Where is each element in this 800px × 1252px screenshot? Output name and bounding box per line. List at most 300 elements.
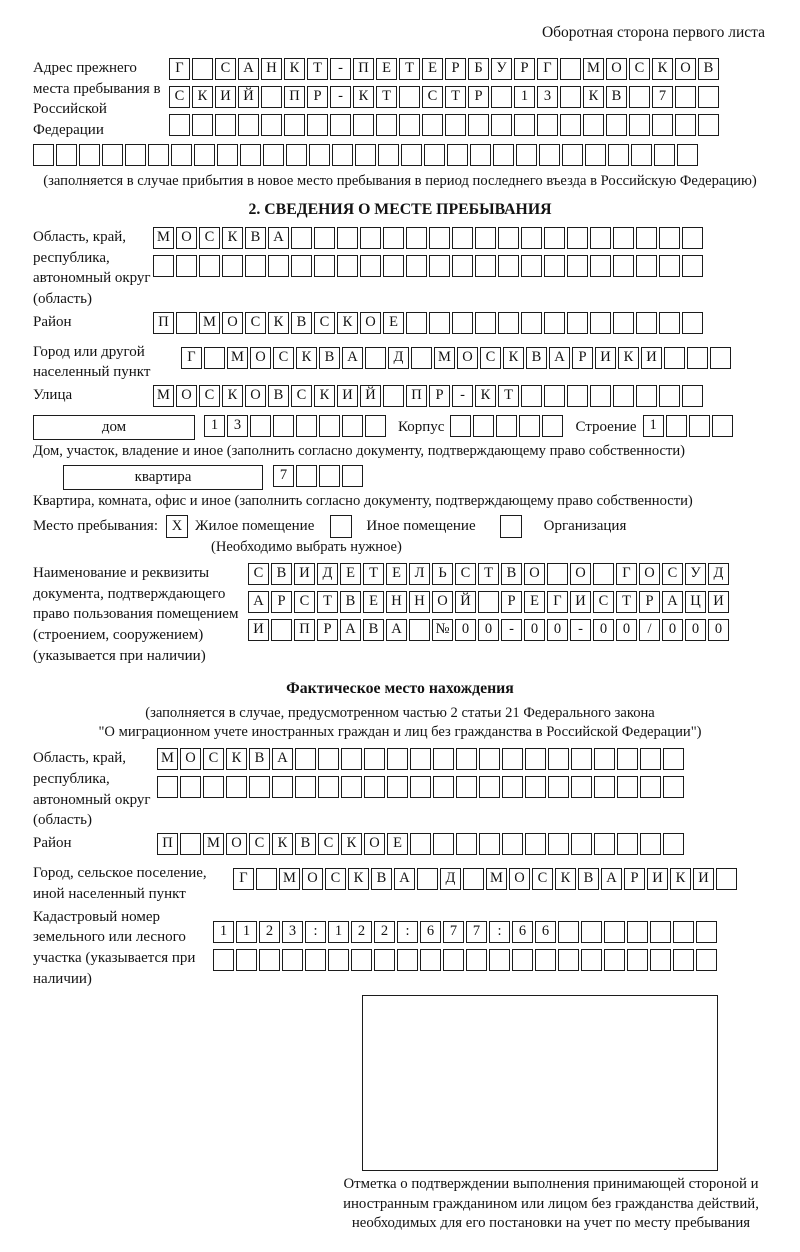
form-cell [330, 114, 351, 136]
form-cell: Е [383, 312, 404, 334]
form-cell: Т [616, 591, 637, 613]
stay-type-checkbox-other [330, 515, 352, 538]
form-cell [659, 385, 680, 407]
form-cell [238, 114, 259, 136]
form-cell: О [570, 563, 591, 585]
form-cell: В [371, 868, 392, 890]
form-cell: С [318, 833, 339, 855]
form-cell [295, 776, 316, 798]
form-cell [696, 921, 717, 943]
form-cell [496, 415, 517, 437]
form-cell [261, 86, 282, 108]
stroenie-cells [643, 415, 735, 440]
form-cell [640, 776, 661, 798]
form-cell: 0 [662, 619, 683, 641]
form-cell [516, 144, 537, 166]
form-cell: 3 [227, 415, 248, 437]
form-cell [411, 347, 432, 369]
form-cell [479, 748, 500, 770]
form-cell: К [555, 868, 576, 890]
city-label: Город или другой населенный пункт [33, 343, 151, 381]
actual-city-row [233, 868, 739, 892]
form-cell [319, 465, 340, 487]
form-cell: О [639, 563, 660, 585]
form-cell [353, 114, 374, 136]
form-cell [475, 312, 496, 334]
form-cell: О [245, 385, 266, 407]
form-cell: М [199, 312, 220, 334]
form-cell: С [169, 86, 190, 108]
prev-address-row-1 [169, 58, 721, 82]
form-cell [295, 748, 316, 770]
form-cell: К [353, 86, 374, 108]
form-cell: К [272, 833, 293, 855]
form-cell [286, 144, 307, 166]
form-cell: 0 [685, 619, 706, 641]
form-cell [502, 833, 523, 855]
form-cell: О [180, 748, 201, 770]
region-row-2 [153, 255, 705, 279]
form-cell: А [248, 591, 269, 613]
form-cell [567, 227, 588, 249]
form-cell [378, 144, 399, 166]
form-cell [424, 144, 445, 166]
form-cell [548, 748, 569, 770]
form-cell [698, 86, 719, 108]
form-cell: О [360, 312, 381, 334]
form-cell [364, 748, 385, 770]
form-cell [296, 415, 317, 437]
form-cell [157, 776, 178, 798]
form-cell: 1 [514, 86, 535, 108]
form-cell: К [296, 347, 317, 369]
form-cell [567, 255, 588, 277]
form-cell: 1 [204, 415, 225, 437]
form-cell: О [250, 347, 271, 369]
form-cell: В [606, 86, 627, 108]
form-cell [613, 255, 634, 277]
form-cell: / [639, 619, 660, 641]
document-block [33, 563, 767, 666]
form-cell: 7 [466, 921, 487, 943]
form-cell [443, 949, 464, 971]
form-cell: Р [429, 385, 450, 407]
form-cell [406, 227, 427, 249]
form-cell: П [353, 58, 374, 80]
form-cell: 0 [708, 619, 729, 641]
form-cell [636, 312, 657, 334]
form-cell [56, 144, 77, 166]
form-cell [406, 312, 427, 334]
form-cell: К [226, 748, 247, 770]
form-cell: Е [387, 833, 408, 855]
form-cell: У [685, 563, 706, 585]
actual-region-row-2 [157, 776, 686, 800]
form-cell: Р [501, 591, 522, 613]
form-cell [337, 255, 358, 277]
form-cell: И [708, 591, 729, 613]
form-cell [192, 114, 213, 136]
form-cell [608, 144, 629, 166]
form-cell [429, 312, 450, 334]
region-block [33, 227, 767, 310]
form-cell [491, 86, 512, 108]
form-cell [318, 776, 339, 798]
stay-type-option-other-label: Иное помещение [366, 518, 476, 535]
form-cell: Д [388, 347, 409, 369]
form-cell [650, 921, 671, 943]
form-cell [716, 868, 737, 890]
form-cell: С [248, 563, 269, 585]
form-cell: К [583, 86, 604, 108]
form-cell: Д [440, 868, 461, 890]
form-cell [687, 347, 708, 369]
form-cell [613, 385, 634, 407]
form-cell: К [618, 347, 639, 369]
actual-district-row [157, 833, 686, 857]
form-cell: И [215, 86, 236, 108]
form-cell: С [294, 591, 315, 613]
form-cell [521, 255, 542, 277]
form-cell [571, 776, 592, 798]
form-cell: 0 [524, 619, 545, 641]
form-cell [682, 312, 703, 334]
form-cell: К [503, 347, 524, 369]
form-cell [383, 255, 404, 277]
apartment-type-box: квартира [63, 465, 263, 490]
form-cell: К [670, 868, 691, 890]
form-cell: Е [340, 563, 361, 585]
form-cell: В [578, 868, 599, 890]
form-cell [79, 144, 100, 166]
city-row [181, 347, 733, 371]
form-cell [525, 748, 546, 770]
prev-address-row-3 [169, 114, 721, 138]
form-cell: С [273, 347, 294, 369]
prev-address-label: Адрес прежнего места пребывания в Российской Федерации [33, 60, 161, 139]
form-cell [710, 347, 731, 369]
form-cell: Т [478, 563, 499, 585]
form-cell [640, 748, 661, 770]
form-cell [521, 385, 542, 407]
form-cell [452, 255, 473, 277]
form-cell: А [340, 619, 361, 641]
form-cell: П [284, 86, 305, 108]
form-cell [410, 833, 431, 855]
form-cell: М [203, 833, 224, 855]
form-cell [433, 776, 454, 798]
form-cell [374, 949, 395, 971]
form-cell: Н [261, 58, 282, 80]
form-cell: С [662, 563, 683, 585]
form-cell [422, 114, 443, 136]
actual-location-title: Фактическое место нахождения [286, 680, 514, 698]
form-cell: 1 [328, 921, 349, 943]
form-cell: Р [317, 619, 338, 641]
form-cell [593, 563, 614, 585]
prev-address-note: (заполняется в случае прибытия в новое место пребывания в период последнего въезда в Российскую Федерацию) [43, 173, 757, 189]
korpus-cells [450, 415, 565, 440]
form-cell [673, 921, 694, 943]
actual-city-label: Город, сельское поселение, иной населенный пункт [33, 865, 207, 902]
city-block [33, 342, 767, 383]
form-cell: М [153, 227, 174, 249]
form-cell [617, 833, 638, 855]
form-cell [535, 949, 556, 971]
form-cell [213, 949, 234, 971]
form-cell: О [675, 58, 696, 80]
form-cell: 1 [213, 921, 234, 943]
form-cell [204, 347, 225, 369]
form-cell: И [641, 347, 662, 369]
document-label: Наименование и реквизиты документа, подтверждающего право пользования помещением (строением, сооружением) (указывается при наличии) [33, 565, 239, 664]
form-cell [489, 949, 510, 971]
document-row-2 [248, 591, 731, 615]
form-cell: О [222, 312, 243, 334]
form-cell [544, 385, 565, 407]
form-cell [284, 114, 305, 136]
actual-region-label: Область, край, республика, автономный округ (область) [33, 750, 151, 829]
form-cell [519, 415, 540, 437]
house-note: Дом, участок, владение и иное (заполнить согласно документу, подтверждающему право собственности) [33, 443, 686, 460]
form-cell [360, 255, 381, 277]
form-cell [590, 385, 611, 407]
form-cell: К [222, 385, 243, 407]
form-cell [125, 144, 146, 166]
form-cell [581, 949, 602, 971]
form-cell: 2 [351, 921, 372, 943]
form-cell [429, 255, 450, 277]
form-cell [560, 86, 581, 108]
cadastral-label: Кадастровый номер земельного или лесного участка (указывается при наличии) [33, 908, 196, 987]
form-cell: - [330, 58, 351, 80]
prev-address-block [33, 58, 767, 142]
form-cell [387, 776, 408, 798]
form-cell: Е [376, 58, 397, 80]
stay-type-row [33, 515, 767, 538]
form-cell [512, 949, 533, 971]
form-cell [364, 776, 385, 798]
form-cell: О [226, 833, 247, 855]
form-cell [604, 949, 625, 971]
form-cell [314, 255, 335, 277]
form-cell: В [501, 563, 522, 585]
form-cell: Е [524, 591, 545, 613]
form-cell [654, 144, 675, 166]
actual-location-note-1: (заполняется в случае, предусмотренном частью 2 статьи 21 Федерального закона [145, 705, 655, 722]
form-cell [558, 921, 579, 943]
form-cell: К [348, 868, 369, 890]
form-cell: О [176, 227, 197, 249]
form-cell: С [480, 347, 501, 369]
form-cell: И [693, 868, 714, 890]
form-cell [594, 776, 615, 798]
form-cell [673, 949, 694, 971]
form-cell: И [337, 385, 358, 407]
form-cell: К [192, 86, 213, 108]
form-cell [236, 949, 257, 971]
form-cell [666, 415, 687, 437]
form-cell [456, 833, 477, 855]
cadastral-row-2 [213, 949, 719, 973]
form-cell [689, 415, 710, 437]
form-cell [613, 227, 634, 249]
form-cell: Т [498, 385, 519, 407]
form-cell [712, 415, 733, 437]
form-cell [410, 748, 431, 770]
form-cell: 1 [643, 415, 664, 437]
form-cell [590, 227, 611, 249]
form-cell [222, 255, 243, 277]
form-cell: С [245, 312, 266, 334]
form-cell [631, 144, 652, 166]
form-cell [544, 312, 565, 334]
form-cell: С [422, 86, 443, 108]
form-cell [547, 563, 568, 585]
stay-type-option-residential-label: Жилое помещение [195, 518, 315, 535]
form-cell: Д [708, 563, 729, 585]
form-cell: 6 [420, 921, 441, 943]
form-cell [498, 255, 519, 277]
form-cell [268, 255, 289, 277]
house-number-cells [204, 415, 388, 440]
street-block [33, 385, 767, 413]
form-cell: Н [386, 591, 407, 613]
form-cell [341, 776, 362, 798]
form-cell: А [268, 227, 289, 249]
form-cell: С [215, 58, 236, 80]
form-cell [456, 748, 477, 770]
form-cell: В [271, 563, 292, 585]
form-cell [682, 227, 703, 249]
form-cell [537, 114, 558, 136]
prev-address-row-2 [169, 86, 721, 110]
form-cell [337, 227, 358, 249]
form-cell [585, 144, 606, 166]
form-cell [594, 748, 615, 770]
form-cell [636, 385, 657, 407]
actual-location-note-2: "О миграционном учете иностранных граждан и лиц без гражданства в Российской Федерации") [98, 724, 702, 741]
document-row-1 [248, 563, 731, 587]
form-cell: Е [422, 58, 443, 80]
form-cell: М [583, 58, 604, 80]
form-cell: - [452, 385, 473, 407]
form-cell [365, 415, 386, 437]
form-cell: Д [317, 563, 338, 585]
form-cell [452, 312, 473, 334]
form-cell: С [203, 748, 224, 770]
form-cell: Р [514, 58, 535, 80]
form-cell: Р [445, 58, 466, 80]
form-cell: И [570, 591, 591, 613]
form-cell [319, 415, 340, 437]
stamp-box [362, 995, 718, 1171]
form-cell: О [432, 591, 453, 613]
cadastral-cells [213, 921, 719, 977]
form-cell [420, 949, 441, 971]
form-cell [199, 255, 220, 277]
form-cell [629, 86, 650, 108]
form-cell [383, 385, 404, 407]
form-cell: 0 [478, 619, 499, 641]
form-cell [544, 227, 565, 249]
form-cell: Т [445, 86, 466, 108]
form-cell [613, 312, 634, 334]
form-cell [491, 114, 512, 136]
form-cell: Г [537, 58, 558, 80]
form-cell [341, 748, 362, 770]
form-cell: А [394, 868, 415, 890]
form-cell [273, 415, 294, 437]
form-cell: Р [624, 868, 645, 890]
form-cell: 0 [455, 619, 476, 641]
form-cell [456, 776, 477, 798]
form-cell [342, 415, 363, 437]
form-cell: К [314, 385, 335, 407]
form-cell [470, 144, 491, 166]
form-cell [314, 227, 335, 249]
form-cell: Р [271, 591, 292, 613]
form-cell [171, 144, 192, 166]
form-cell: Е [363, 591, 384, 613]
form-cell: В [319, 347, 340, 369]
form-cell: У [491, 58, 512, 80]
form-cell [250, 415, 271, 437]
form-cell [604, 921, 625, 943]
form-cell: Р [307, 86, 328, 108]
form-cell [176, 255, 197, 277]
form-cell [169, 114, 190, 136]
stamp-caption: Отметка о подтверждении выполнения принимающей стороной и иностранным гражданином или лицом без гражданства действий, необходимых для его постановки на учет по месту пребывания [343, 1176, 759, 1232]
form-cell: 7 [443, 921, 464, 943]
cadastral-block [33, 907, 767, 990]
form-cell: В [268, 385, 289, 407]
form-cell [176, 312, 197, 334]
form-cell [383, 227, 404, 249]
form-cell [433, 748, 454, 770]
form-cell [548, 833, 569, 855]
form-cell [548, 776, 569, 798]
apartment-number-cells [273, 465, 365, 490]
stay-type-note: (Необходимо выбрать нужное) [211, 539, 402, 556]
form-cell [560, 114, 581, 136]
form-cell: М [153, 385, 174, 407]
form-cell [309, 144, 330, 166]
form-cell [617, 748, 638, 770]
form-cell: Л [409, 563, 430, 585]
form-cell [606, 114, 627, 136]
form-cell: К [268, 312, 289, 334]
form-cell [282, 949, 303, 971]
form-cell: О [524, 563, 545, 585]
form-cell: Б [468, 58, 489, 80]
form-cell: В [698, 58, 719, 80]
form-cell [659, 312, 680, 334]
form-cell: С [199, 385, 220, 407]
form-cell [259, 949, 280, 971]
house-row [33, 415, 767, 440]
form-cell [521, 312, 542, 334]
form-cell [445, 114, 466, 136]
form-cell [401, 144, 422, 166]
apartment-note: Квартира, комната, офис и иное (заполнить согласно документу, подтверждающему право собственности) [33, 493, 693, 510]
form-cell [463, 868, 484, 890]
form-cell: 0 [616, 619, 637, 641]
form-cell [544, 255, 565, 277]
form-cell [397, 949, 418, 971]
form-cell: 6 [535, 921, 556, 943]
actual-region-block [33, 748, 767, 831]
